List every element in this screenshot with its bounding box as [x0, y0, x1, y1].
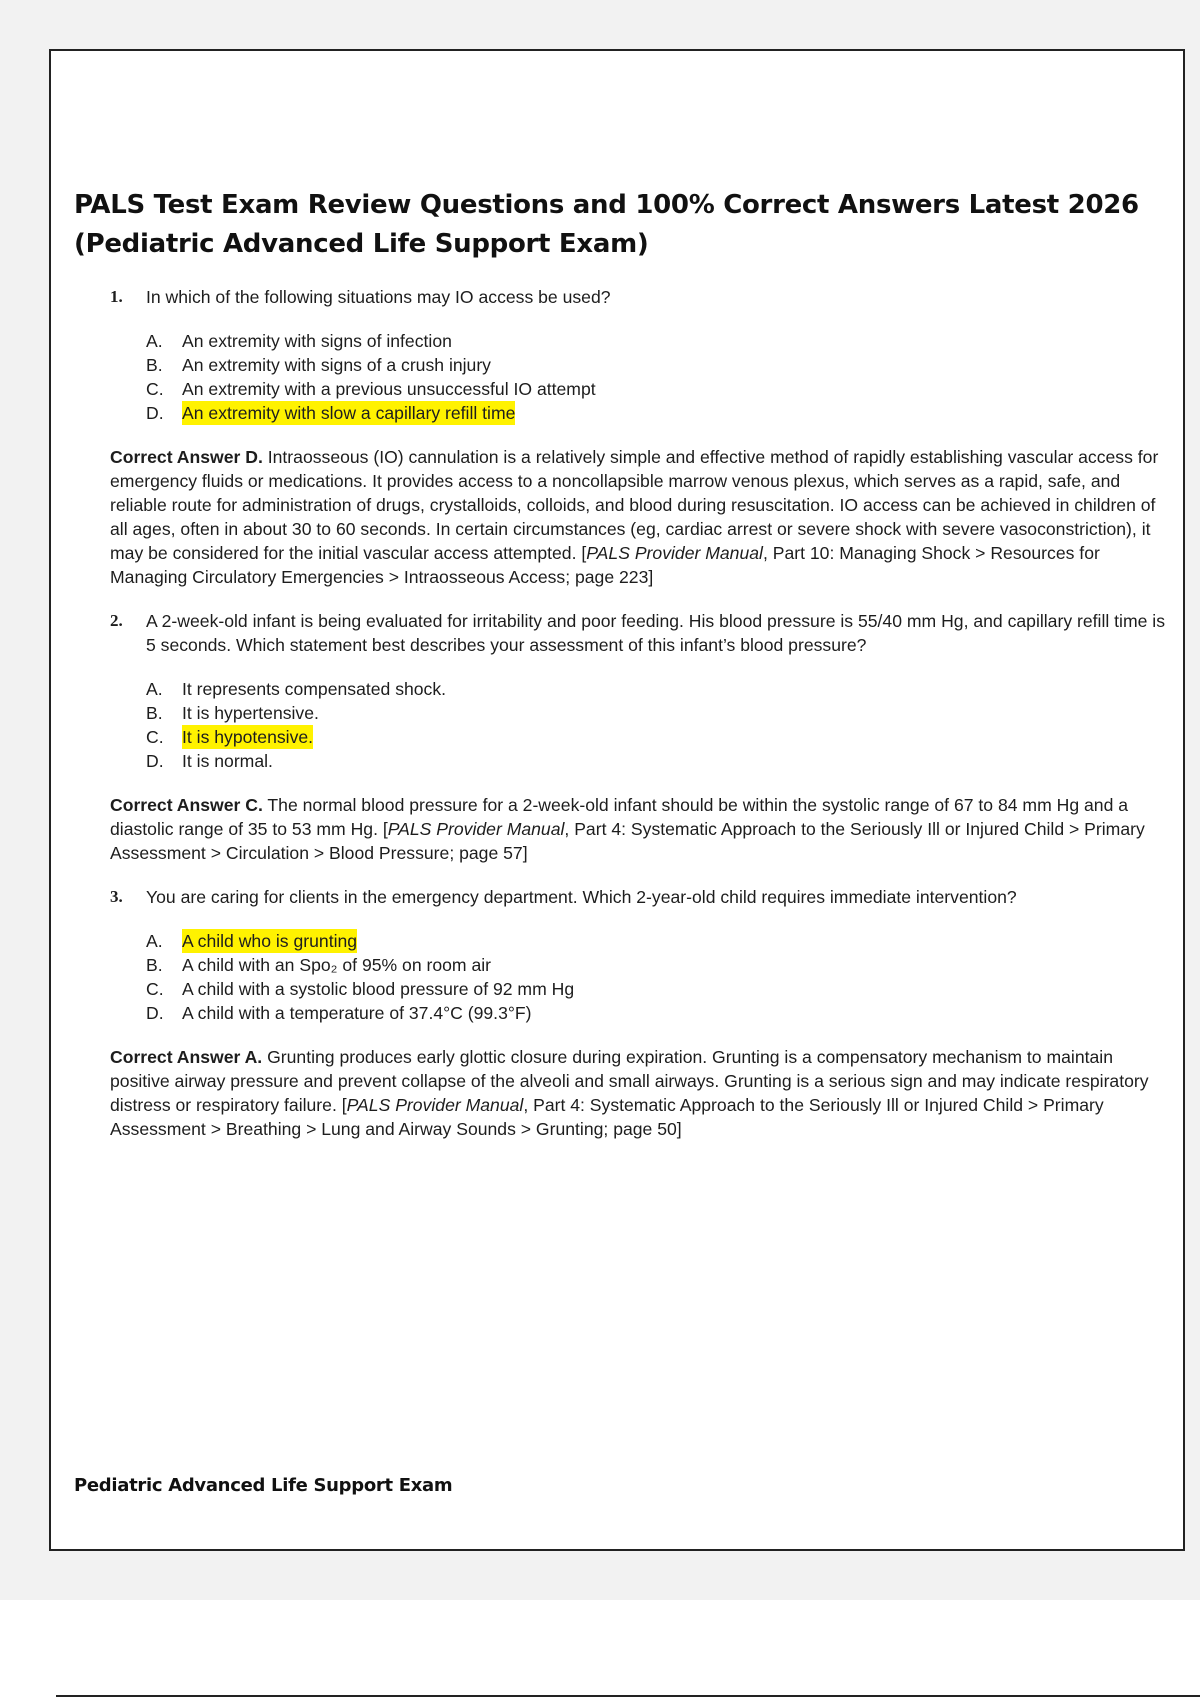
reference-text: , Part 4: Systematic Approach to the Seriously Ill or Injured Child > Primary Assessment > Circulation > Blood Pressure; page 57]: [110, 819, 1145, 863]
question-number: 2.: [110, 611, 123, 630]
question-block: [110, 885, 1170, 1141]
page-footer: Pediatric Advanced Life Support Exam: [74, 1475, 453, 1496]
highlighted-option-text: An extremity with slow a capillary refill time: [182, 403, 516, 423]
answer-option: [146, 1001, 1170, 1025]
option-letter: C.: [146, 379, 164, 399]
answer-options: [146, 677, 1170, 773]
answer-option: [146, 701, 1170, 725]
answer-option: [146, 749, 1170, 773]
reference-title: PALS Provider Manual: [346, 1095, 524, 1115]
answer-explanation: [110, 793, 1170, 865]
question-stem: [110, 609, 1170, 657]
option-text: It represents compensated shock.: [182, 679, 447, 699]
correct-answer-label: Correct Answer C.: [110, 795, 263, 815]
question-number: 1.: [110, 287, 123, 306]
option-letter: C.: [146, 727, 164, 747]
explanation-text: Intraosseous (IO) cannulation is a relatively simple and effective method of rapidly establishing vascular access for emergency fluids or medications. It provides access to a noncollapsible marrow venous plexus, which serves as a rapid, safe, and reliable route for administration of drugs, crystalloids, colloids, and blood during resuscitation. IO access can be achieved in children of all ages, often in about 30 to 60 seconds. In certain circumstances (eg, cardiac arrest or severe shock with severe vasoconstriction), it may be considered for the initial vascular access attempted. [: [110, 447, 1159, 563]
answer-explanation: [110, 445, 1170, 589]
question-number: 3.: [110, 887, 123, 906]
option-text: An extremity with a previous unsuccessful IO attempt: [182, 379, 596, 399]
option-letter: C.: [146, 979, 164, 999]
explanation-text: The normal blood pressure for a 2-week-old infant should be within the systolic range of 67 to 84 mm Hg and a diastolic range of 35 to 53 mm Hg. [: [110, 795, 1129, 839]
highlighted-option-text: A child who is grunting: [182, 931, 358, 951]
answer-option: [146, 977, 1170, 1001]
answer-option: [146, 377, 1170, 401]
option-letter: D.: [146, 403, 164, 423]
answer-options: [146, 329, 1170, 425]
option-letter: B.: [146, 355, 163, 375]
answer-option: [146, 953, 1170, 977]
document-page: [49, 49, 1185, 1551]
option-letter: B.: [146, 703, 163, 723]
option-letter: A.: [146, 679, 163, 699]
option-letter: D.: [146, 751, 164, 771]
question-stem: [110, 885, 1170, 909]
question-list: [110, 285, 1170, 1161]
option-text: A child with a temperature of 37.4°C (99.3°F): [182, 1003, 532, 1023]
question-text: You are caring for clients in the emergency department. Which 2-year-old child requires immediate intervention?: [146, 887, 1017, 907]
question-text: A 2-week-old infant is being evaluated for irritability and poor feeding. His blood pressure is 55/40 mm Hg, and capillary refill time is 5 seconds. Which statement best describes your assessment of this infant’s blood pressure?: [146, 611, 1165, 655]
question-text: In which of the following situations may IO access be used?: [146, 287, 611, 307]
answer-option: [146, 677, 1170, 701]
option-letter: D.: [146, 1003, 164, 1023]
answer-options: [146, 929, 1170, 1025]
question-block: [110, 609, 1170, 865]
option-letter: B.: [146, 955, 163, 975]
option-text: An extremity with signs of a crush injury: [182, 355, 491, 375]
question-stem: [110, 285, 1170, 309]
option-letter: A.: [146, 931, 163, 951]
answer-option: [146, 329, 1170, 353]
question-block: [110, 285, 1170, 589]
explanation-text: Grunting produces early glottic closure during expiration. Grunting is a compensatory mechanism to maintain positive airway pressure and prevent collapse of the alveoli and small airways. Grunting is a serious sign and may indicate respiratory distress or respiratory failure. [: [110, 1047, 1149, 1115]
option-text: A child with an Spo₂ of 95% on room air: [182, 955, 492, 975]
option-text: A child with a systolic blood pressure of 92 mm Hg: [182, 979, 575, 999]
answer-option-correct: [146, 725, 1170, 749]
highlighted-option-text: It is hypotensive.: [182, 727, 314, 747]
next-page-border: [56, 1695, 1200, 1697]
correct-answer-label: Correct Answer D.: [110, 447, 263, 467]
reference-title: PALS Provider Manual: [387, 819, 565, 839]
answer-option-correct: [146, 929, 1170, 953]
answer-explanation: [110, 1045, 1170, 1141]
option-text: It is normal.: [182, 751, 273, 771]
option-text: It is hypertensive.: [182, 703, 319, 723]
reference-text: , Part 10: Managing Shock > Resources for Managing Circulatory Emergencies > Intraosseous Access; page 223]: [110, 543, 1100, 587]
option-letter: A.: [146, 331, 163, 351]
answer-option-correct: [146, 401, 1170, 425]
reference-text: , Part 4: Systematic Approach to the Seriously Ill or Injured Child > Primary Assessment > Breathing > Lung and Airway Sounds > Grunting; page 50]: [110, 1095, 1104, 1139]
correct-answer-label: Correct Answer A.: [110, 1047, 263, 1067]
option-text: An extremity with signs of infection: [182, 331, 452, 351]
answer-option: [146, 353, 1170, 377]
reference-title: PALS Provider Manual: [586, 543, 763, 563]
document-title: PALS Test Exam Review Questions and 100% Correct Answers Latest 2026 (Pediatric Advanced Life Support Exam): [74, 190, 1139, 259]
